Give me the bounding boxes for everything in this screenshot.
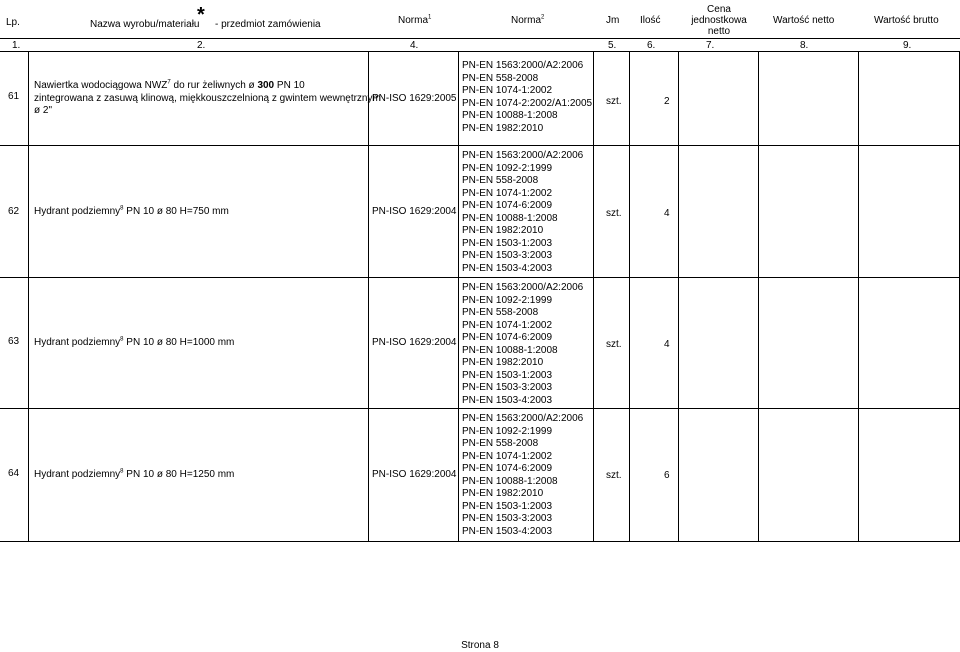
norm-line: PN-EN 1503-1:2003 bbox=[462, 500, 553, 512]
header-norma1 bbox=[398, 15, 431, 26]
col-divider bbox=[458, 51, 459, 541]
norm-line: PN-EN 1563:2000/A2:2006 bbox=[462, 60, 584, 71]
header-jm: Jm bbox=[606, 15, 620, 26]
colnum-1: 1. bbox=[12, 40, 21, 51]
row-63-jm: szt. bbox=[606, 339, 622, 350]
row-64-jm: szt. bbox=[606, 470, 622, 481]
header-name-text: Nazwa wyrobu/materiału bbox=[90, 19, 200, 30]
row-62-name-sup: 8 bbox=[120, 205, 124, 212]
row-64-ilosc: 6 bbox=[664, 470, 670, 481]
colnum-9: 9. bbox=[903, 40, 912, 51]
row-61-name-part: Nawiertka wodociągowa NWZ bbox=[34, 80, 168, 91]
norm-line: PN-EN 1982:2010 bbox=[462, 122, 544, 134]
header-norma1-text: Norma bbox=[398, 15, 429, 26]
colnum-4: 4. bbox=[410, 40, 419, 51]
row-63-name bbox=[34, 337, 234, 350]
norm-line: PN-EN 1074-2:2002/A1:2005 bbox=[462, 97, 593, 109]
colnum-8: 8. bbox=[800, 40, 809, 51]
norm-line: PN-EN 10088-1:2008 bbox=[462, 212, 558, 224]
row-64-name bbox=[34, 469, 234, 482]
row-62-norma1: PN-ISO 1629:2004 bbox=[372, 206, 457, 217]
norm-line: PN-EN 10088-1:2008 bbox=[462, 110, 558, 121]
norm-line: PN-EN 1503-4:2003 bbox=[462, 262, 553, 274]
row-61-name-line2: zintegrowana z zasuwą klinową, miękkouszczelnioną z gwintem wewnętrznym bbox=[34, 92, 381, 104]
header-norma2-sup: 2 bbox=[541, 14, 545, 21]
norm-line: PN-EN 1563:2000/A2:2006 bbox=[462, 413, 584, 424]
row-61-name bbox=[34, 80, 381, 118]
norm-line: PN-EN 1074-1:2002 bbox=[462, 187, 553, 199]
colnum-bottom-border bbox=[0, 51, 960, 52]
norm-line: PN-EN 558-2008 bbox=[462, 72, 539, 84]
norm-line: PN-EN 1074-1:2002 bbox=[462, 85, 553, 96]
row-63-lp: 63 bbox=[8, 336, 20, 347]
norm-line: PN-EN 558-2008 bbox=[462, 175, 539, 186]
norm-line: PN-EN 1092-2:1999 bbox=[462, 294, 553, 306]
norm-line: PN-EN 10088-1:2008 bbox=[462, 475, 558, 487]
header-cena-line3: netto bbox=[707, 26, 731, 37]
header-norma1-sup: 1 bbox=[428, 14, 432, 21]
norm-line: PN-EN 1074-1:2002 bbox=[462, 319, 553, 331]
header-wartosc-brutto: Wartość brutto bbox=[874, 15, 939, 26]
header-name-suffix: - przedmiot zamówienia bbox=[215, 19, 321, 30]
row-61-jm: szt. bbox=[606, 96, 622, 107]
row-63-name-part: Hydrant podziemny bbox=[34, 337, 121, 348]
header-star: * bbox=[197, 4, 205, 26]
header-bottom-border bbox=[0, 38, 960, 39]
row-64-lp: 64 bbox=[8, 468, 20, 479]
row-63-bottom-border bbox=[0, 408, 960, 409]
norm-line: PN-EN 1074-1:2002 bbox=[462, 450, 553, 462]
header-norma2 bbox=[511, 15, 544, 26]
row-61-name-line3: ø 2" bbox=[34, 105, 52, 116]
row-64-name-part: PN 10 ø 80 H=1250 mm bbox=[123, 469, 235, 480]
header-cena bbox=[680, 4, 758, 37]
header-wartosc-netto: Wartość netto bbox=[773, 15, 835, 26]
norm-line: PN-EN 1503-3:2003 bbox=[462, 513, 553, 524]
norm-line: PN-EN 1503-1:2003 bbox=[462, 237, 553, 249]
row-61-ilosc: 2 bbox=[664, 96, 670, 107]
header-name bbox=[90, 19, 200, 30]
row-61-bottom-border bbox=[0, 145, 960, 146]
col-divider bbox=[629, 51, 630, 541]
norm-line: PN-EN 1503-3:2003 bbox=[462, 250, 553, 261]
col-divider bbox=[593, 51, 594, 541]
row-61-norma1: PN-ISO 1629:2005 bbox=[372, 93, 457, 104]
norm-line: PN-EN 1503-4:2003 bbox=[462, 394, 553, 406]
page-footer: Strona 8 bbox=[461, 640, 499, 651]
row-64-norma2 bbox=[462, 413, 583, 538]
norm-line: PN-EN 558-2008 bbox=[462, 438, 539, 449]
row-64-name-part: Hydrant podziemny bbox=[34, 469, 121, 480]
row-62-name-part: Hydrant podziemny bbox=[34, 206, 121, 217]
norm-line: PN-EN 1074-6:2009 bbox=[462, 200, 553, 211]
row-62-lp: 62 bbox=[8, 206, 20, 217]
norm-line: PN-EN 1982:2010 bbox=[462, 225, 544, 236]
row-64-name-sup: 8 bbox=[120, 468, 124, 475]
colnum-7: 7. bbox=[706, 40, 715, 51]
norm-line: PN-EN 1092-2:1999 bbox=[462, 162, 553, 174]
col-divider bbox=[368, 51, 369, 541]
row-62-jm: szt. bbox=[606, 208, 622, 219]
norm-line: PN-EN 1982:2010 bbox=[462, 488, 544, 499]
row-63-ilosc: 4 bbox=[664, 339, 670, 350]
colnum-6: 6. bbox=[647, 40, 656, 51]
col-divider bbox=[758, 51, 759, 541]
row-63-name-sup: 8 bbox=[120, 336, 124, 343]
header-norma2-text: Norma bbox=[511, 15, 542, 26]
norm-line: PN-EN 1092-2:1999 bbox=[462, 425, 553, 437]
row-63-norma2 bbox=[462, 282, 583, 407]
row-64-norma1: PN-ISO 1629:2004 bbox=[372, 469, 457, 480]
norm-line: PN-EN 558-2008 bbox=[462, 307, 539, 318]
row-63-norma1: PN-ISO 1629:2004 bbox=[372, 337, 457, 348]
norm-line: PN-EN 1503-3:2003 bbox=[462, 382, 553, 393]
row-61-norma2 bbox=[462, 60, 592, 135]
norm-line: PN-EN 1982:2010 bbox=[462, 357, 544, 368]
header-lp: Lp. bbox=[6, 17, 20, 28]
row-62-name-part: PN 10 ø 80 H=750 mm bbox=[123, 206, 229, 217]
row-61-name-bold: 300 bbox=[257, 80, 275, 91]
norm-line: PN-EN 1074-6:2009 bbox=[462, 332, 553, 343]
row-61-name-sup: 7 bbox=[167, 79, 171, 86]
col-divider bbox=[28, 51, 29, 541]
norm-line: PN-EN 10088-1:2008 bbox=[462, 344, 558, 356]
norm-line: PN-EN 1074-6:2009 bbox=[462, 463, 553, 474]
row-64-bottom-border bbox=[0, 541, 960, 542]
row-62-name bbox=[34, 206, 229, 219]
colnum-2: 2. bbox=[197, 40, 206, 51]
row-61-name-part: PN 10 bbox=[274, 80, 305, 91]
row-62-bottom-border bbox=[0, 277, 960, 278]
row-63-name-part: PN 10 ø 80 H=1000 mm bbox=[123, 337, 235, 348]
col-divider bbox=[858, 51, 859, 541]
colnum-5: 5. bbox=[608, 40, 617, 51]
header-cena-line1: Cena bbox=[707, 4, 731, 15]
norm-line: PN-EN 1503-4:2003 bbox=[462, 525, 553, 537]
row-61-name-part: do rur żeliwnych ø bbox=[170, 80, 258, 91]
norm-line: PN-EN 1563:2000/A2:2006 bbox=[462, 150, 584, 161]
norm-line: PN-EN 1563:2000/A2:2006 bbox=[462, 282, 584, 293]
header-ilosc: Ilość bbox=[640, 15, 661, 26]
header-cena-line2: jednostkowa bbox=[691, 15, 747, 26]
norm-line: PN-EN 1503-1:2003 bbox=[462, 369, 553, 381]
col-divider bbox=[678, 51, 679, 541]
row-62-ilosc: 4 bbox=[664, 208, 670, 219]
row-61-lp: 61 bbox=[8, 91, 20, 102]
row-62-norma2 bbox=[462, 150, 583, 275]
